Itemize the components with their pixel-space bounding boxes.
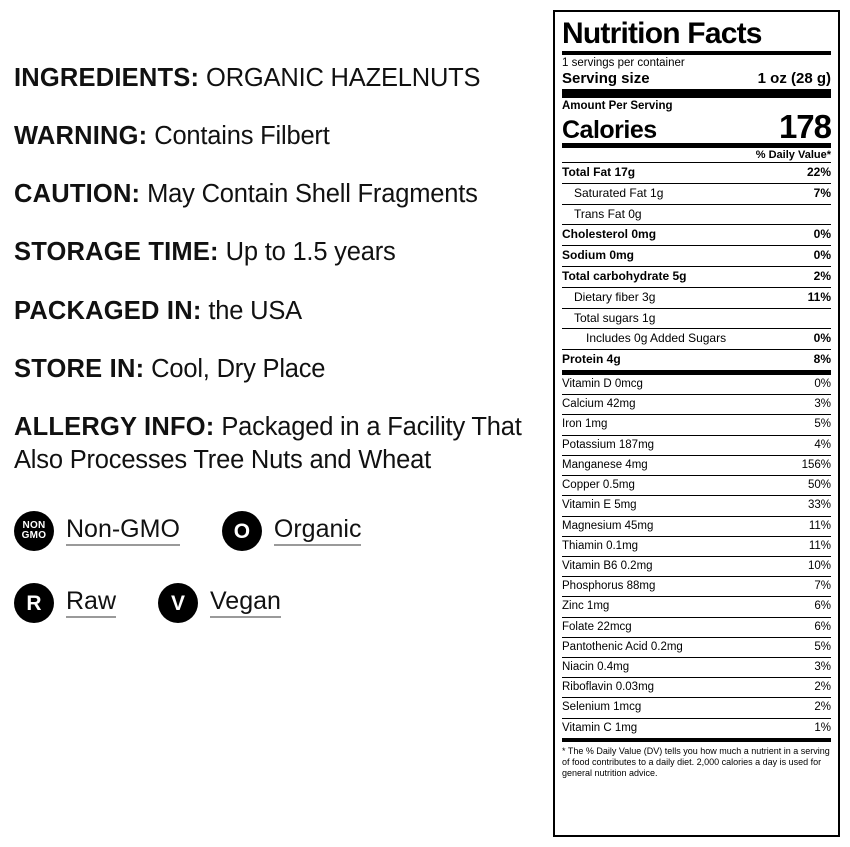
vitamin-name-vitamin-d: Vitamin D 0mcg	[562, 377, 643, 390]
vitamin-row-calcium	[562, 395, 831, 415]
badge-raw	[14, 583, 116, 623]
vitamin-row-manganese	[562, 456, 831, 476]
nutrition-facts-panel	[553, 10, 840, 837]
nutrient-name-trans-fat: Trans Fat 0g	[574, 206, 642, 221]
vitamin-dv-niacin: 3%	[814, 661, 831, 674]
vitamin-dv-zinc: 6%	[814, 600, 831, 613]
nutrient-name-protein: Protein 4g	[562, 352, 621, 367]
vitamin-name-phosphorus: Phosphorus 88mg	[562, 580, 656, 593]
vitamin-dv-vitamin-e: 33%	[807, 499, 831, 512]
nutrition-facts-title: Nutrition Facts	[562, 17, 762, 50]
nutrient-name-total-sugars: Total sugars 1g	[574, 310, 656, 325]
vitamin-dv-pantothenic-acid: 5%	[814, 640, 831, 653]
badge-row-1	[14, 511, 535, 551]
serving-size-row	[562, 70, 831, 87]
nutrient-dv-saturated-fat: 7%	[813, 185, 831, 200]
nutrient-dv-protein: 8%	[813, 352, 831, 367]
raw-badge-icon	[14, 583, 54, 623]
badge-non-gmo	[14, 511, 180, 551]
nutrient-dv-total-carbohydrate: 2%	[813, 268, 831, 283]
badge-label-non-gmo: Non-GMO	[66, 516, 180, 547]
vitamin-dv-manganese: 156%	[801, 458, 831, 471]
vitamin-row-copper	[562, 476, 831, 496]
vitamin-row-selenium	[562, 698, 831, 718]
serving-size-label: Serving size	[562, 70, 650, 87]
nutrient-row-protein	[562, 350, 831, 375]
nutrient-dv-dietary-fiber: 11%	[807, 289, 831, 304]
info-line-store-in	[14, 353, 535, 386]
badge-organic	[222, 511, 362, 551]
info-label-store-in: STORE IN:	[14, 354, 145, 383]
nutrient-name-cholesterol: Cholesterol 0mg	[562, 227, 657, 242]
vitamin-dv-vitamin-d: 0%	[814, 377, 831, 390]
vitamin-name-riboflavin: Riboflavin 0.03mg	[562, 681, 655, 694]
non-gmo-badge-icon	[14, 511, 54, 551]
organic-mark: O	[233, 519, 251, 543]
vitamin-name-copper: Copper 0.5mg	[562, 479, 635, 492]
non-gmo-mark-line1: NON	[22, 520, 46, 532]
vitamin-row-magnesium	[562, 517, 831, 537]
info-line-allergy-info	[14, 411, 535, 477]
info-value-allergy-info: Packaged in a Facility That Also Processes Tree Nuts and Wheat	[14, 412, 522, 474]
vitamin-dv-folate: 6%	[814, 620, 831, 633]
amount-per-serving-label: Amount Per Serving	[562, 100, 673, 112]
vitamin-name-pantothenic-acid: Pantothenic Acid 0.2mg	[562, 640, 683, 653]
badge-label-raw: Raw	[66, 588, 116, 619]
nutrient-name-total-fat: Total Fat 17g	[562, 165, 636, 179]
vitamin-name-calcium: Calcium 42mg	[562, 398, 636, 411]
nutrient-dv-sodium: 0%	[813, 248, 831, 263]
vitamin-name-potassium: Potassium 187mg	[562, 438, 655, 451]
info-value-caution: May Contain Shell Fragments	[140, 180, 478, 209]
nutrient-dv-added-sugars: 0%	[813, 331, 831, 346]
vitamin-row-riboflavin	[562, 678, 831, 698]
nutrient-name-dietary-fiber: Dietary fiber 3g	[574, 289, 656, 304]
vitamin-row-phosphorus	[562, 577, 831, 597]
nutrient-row-dietary-fiber	[562, 288, 831, 309]
nutrient-dv-cholesterol: 0%	[813, 227, 831, 242]
vitamin-row-vitamin-b6	[562, 557, 831, 577]
info-line-caution	[14, 178, 535, 211]
vitamin-row-iron	[562, 415, 831, 435]
vitamin-dv-calcium: 3%	[814, 398, 831, 411]
nutrient-row-total-fat	[562, 163, 831, 184]
vitamin-row-vitamin-d	[562, 375, 831, 395]
nutrient-dv-total-fat: 22%	[806, 165, 831, 179]
vitamin-name-manganese: Manganese 4mg	[562, 458, 648, 471]
vitamin-name-selenium: Selenium 1mcg	[562, 701, 642, 714]
vitamin-row-folate	[562, 618, 831, 638]
nutrient-row-trans-fat	[562, 205, 831, 226]
nutrient-row-cholesterol	[562, 225, 831, 246]
vitamin-row-vitamin-c	[562, 719, 831, 742]
vitamin-name-vitamin-c: Vitamin C 1mg	[562, 721, 638, 734]
vitamin-dv-thiamin: 11%	[808, 539, 831, 552]
vitamin-row-potassium	[562, 436, 831, 456]
vitamin-dv-phosphorus: 7%	[814, 580, 831, 593]
vitamin-name-vitamin-e: Vitamin E 5mg	[562, 499, 637, 512]
info-line-warning	[14, 120, 535, 153]
serving-size-value: 1 oz (28 g)	[757, 70, 831, 87]
vitamin-row-niacin	[562, 658, 831, 678]
badge-label-vegan: Vegan	[210, 588, 281, 619]
vitamin-dv-copper: 50%	[807, 479, 831, 492]
calories-value: 178	[778, 108, 831, 145]
vitamin-dv-vitamin-c: 1%	[814, 721, 831, 734]
vitamin-name-zinc: Zinc 1mg	[562, 600, 610, 613]
daily-value-header: % Daily Value*	[755, 149, 831, 161]
divider-serving	[562, 89, 831, 98]
badge-label-organic: Organic	[274, 516, 362, 547]
non-gmo-mark-line2: GMO	[21, 530, 47, 542]
badge-vegan	[158, 583, 281, 623]
badge-row-2	[14, 583, 535, 623]
nutrient-name-total-carbohydrate: Total carbohydrate 5g	[562, 268, 687, 283]
nutrient-name-saturated-fat: Saturated Fat 1g	[574, 185, 664, 200]
calories-row	[562, 110, 831, 143]
nutrient-row-sodium	[562, 246, 831, 267]
vitamin-dv-riboflavin: 2%	[814, 681, 831, 694]
vitamin-dv-potassium: 4%	[814, 438, 831, 451]
vitamin-name-niacin: Niacin 0.4mg	[562, 661, 630, 674]
vitamin-dv-magnesium: 11%	[808, 519, 831, 532]
vegan-badge-icon	[158, 583, 198, 623]
info-line-ingredients	[14, 62, 535, 95]
info-label-ingredients: INGREDIENTS:	[14, 64, 200, 92]
vitamin-dv-iron: 5%	[814, 418, 831, 431]
vitamin-dv-vitamin-b6: 10%	[807, 559, 831, 572]
vitamin-dv-selenium: 2%	[814, 701, 831, 714]
vitamin-row-thiamin	[562, 537, 831, 557]
info-value-warning: Contains Filbert	[147, 122, 330, 151]
info-value-packaged-in: the USA	[201, 296, 302, 325]
vitamin-name-magnesium: Magnesium 45mg	[562, 519, 654, 532]
calories-label: Calories	[562, 115, 657, 144]
vitamin-row-pantothenic-acid	[562, 638, 831, 658]
nutrient-dv-trans-fat	[825, 208, 831, 222]
nutrient-row-total-carbohydrate	[562, 267, 831, 288]
nutrient-name-added-sugars: Includes 0g Added Sugars	[586, 331, 727, 346]
info-label-warning: WARNING:	[14, 122, 148, 151]
info-label-caution: CAUTION:	[14, 180, 141, 209]
raw-mark: R	[26, 591, 42, 615]
nutrient-name-sodium: Sodium 0mg	[562, 248, 635, 263]
nutrient-dv-total-sugars	[825, 312, 831, 326]
daily-value-footnote: * The % Daily Value (DV) tells you how much a nutrient in a serving of food contributes to a daily diet. 2,000 calories a day is used for general nutrition advice.	[562, 745, 830, 779]
vitamin-row-vitamin-e	[562, 496, 831, 516]
vitamin-row-zinc	[562, 597, 831, 617]
info-line-storage-time	[14, 236, 535, 269]
info-label-storage-time: STORAGE TIME:	[14, 238, 219, 267]
nutrient-row-saturated-fat	[562, 184, 831, 205]
divider-title	[562, 51, 831, 55]
info-label-allergy-info: ALLERGY INFO:	[14, 412, 215, 441]
info-label-packaged-in: PACKAGED IN:	[14, 296, 202, 325]
servings-per-container: 1 servings per container	[562, 57, 685, 69]
nutrient-row-total-sugars	[562, 309, 831, 330]
vitamin-name-vitamin-b6: Vitamin B6 0.2mg	[562, 559, 653, 572]
vitamin-name-folate: Folate 22mcg	[562, 620, 632, 633]
organic-badge-icon	[222, 511, 262, 551]
info-value-storage-time: Up to 1.5 years	[218, 238, 396, 267]
info-value-store-in: Cool, Dry Place	[144, 354, 326, 383]
vitamin-name-thiamin: Thiamin 0.1mg	[562, 539, 639, 552]
vegan-mark: V	[171, 591, 186, 615]
nutrient-row-added-sugars	[562, 329, 831, 350]
info-line-packaged-in	[14, 295, 535, 328]
vitamin-name-iron: Iron 1mg	[562, 418, 608, 431]
info-value-ingredients: ORGANIC HAZELNUTS	[199, 64, 481, 92]
certification-badges	[14, 511, 535, 623]
